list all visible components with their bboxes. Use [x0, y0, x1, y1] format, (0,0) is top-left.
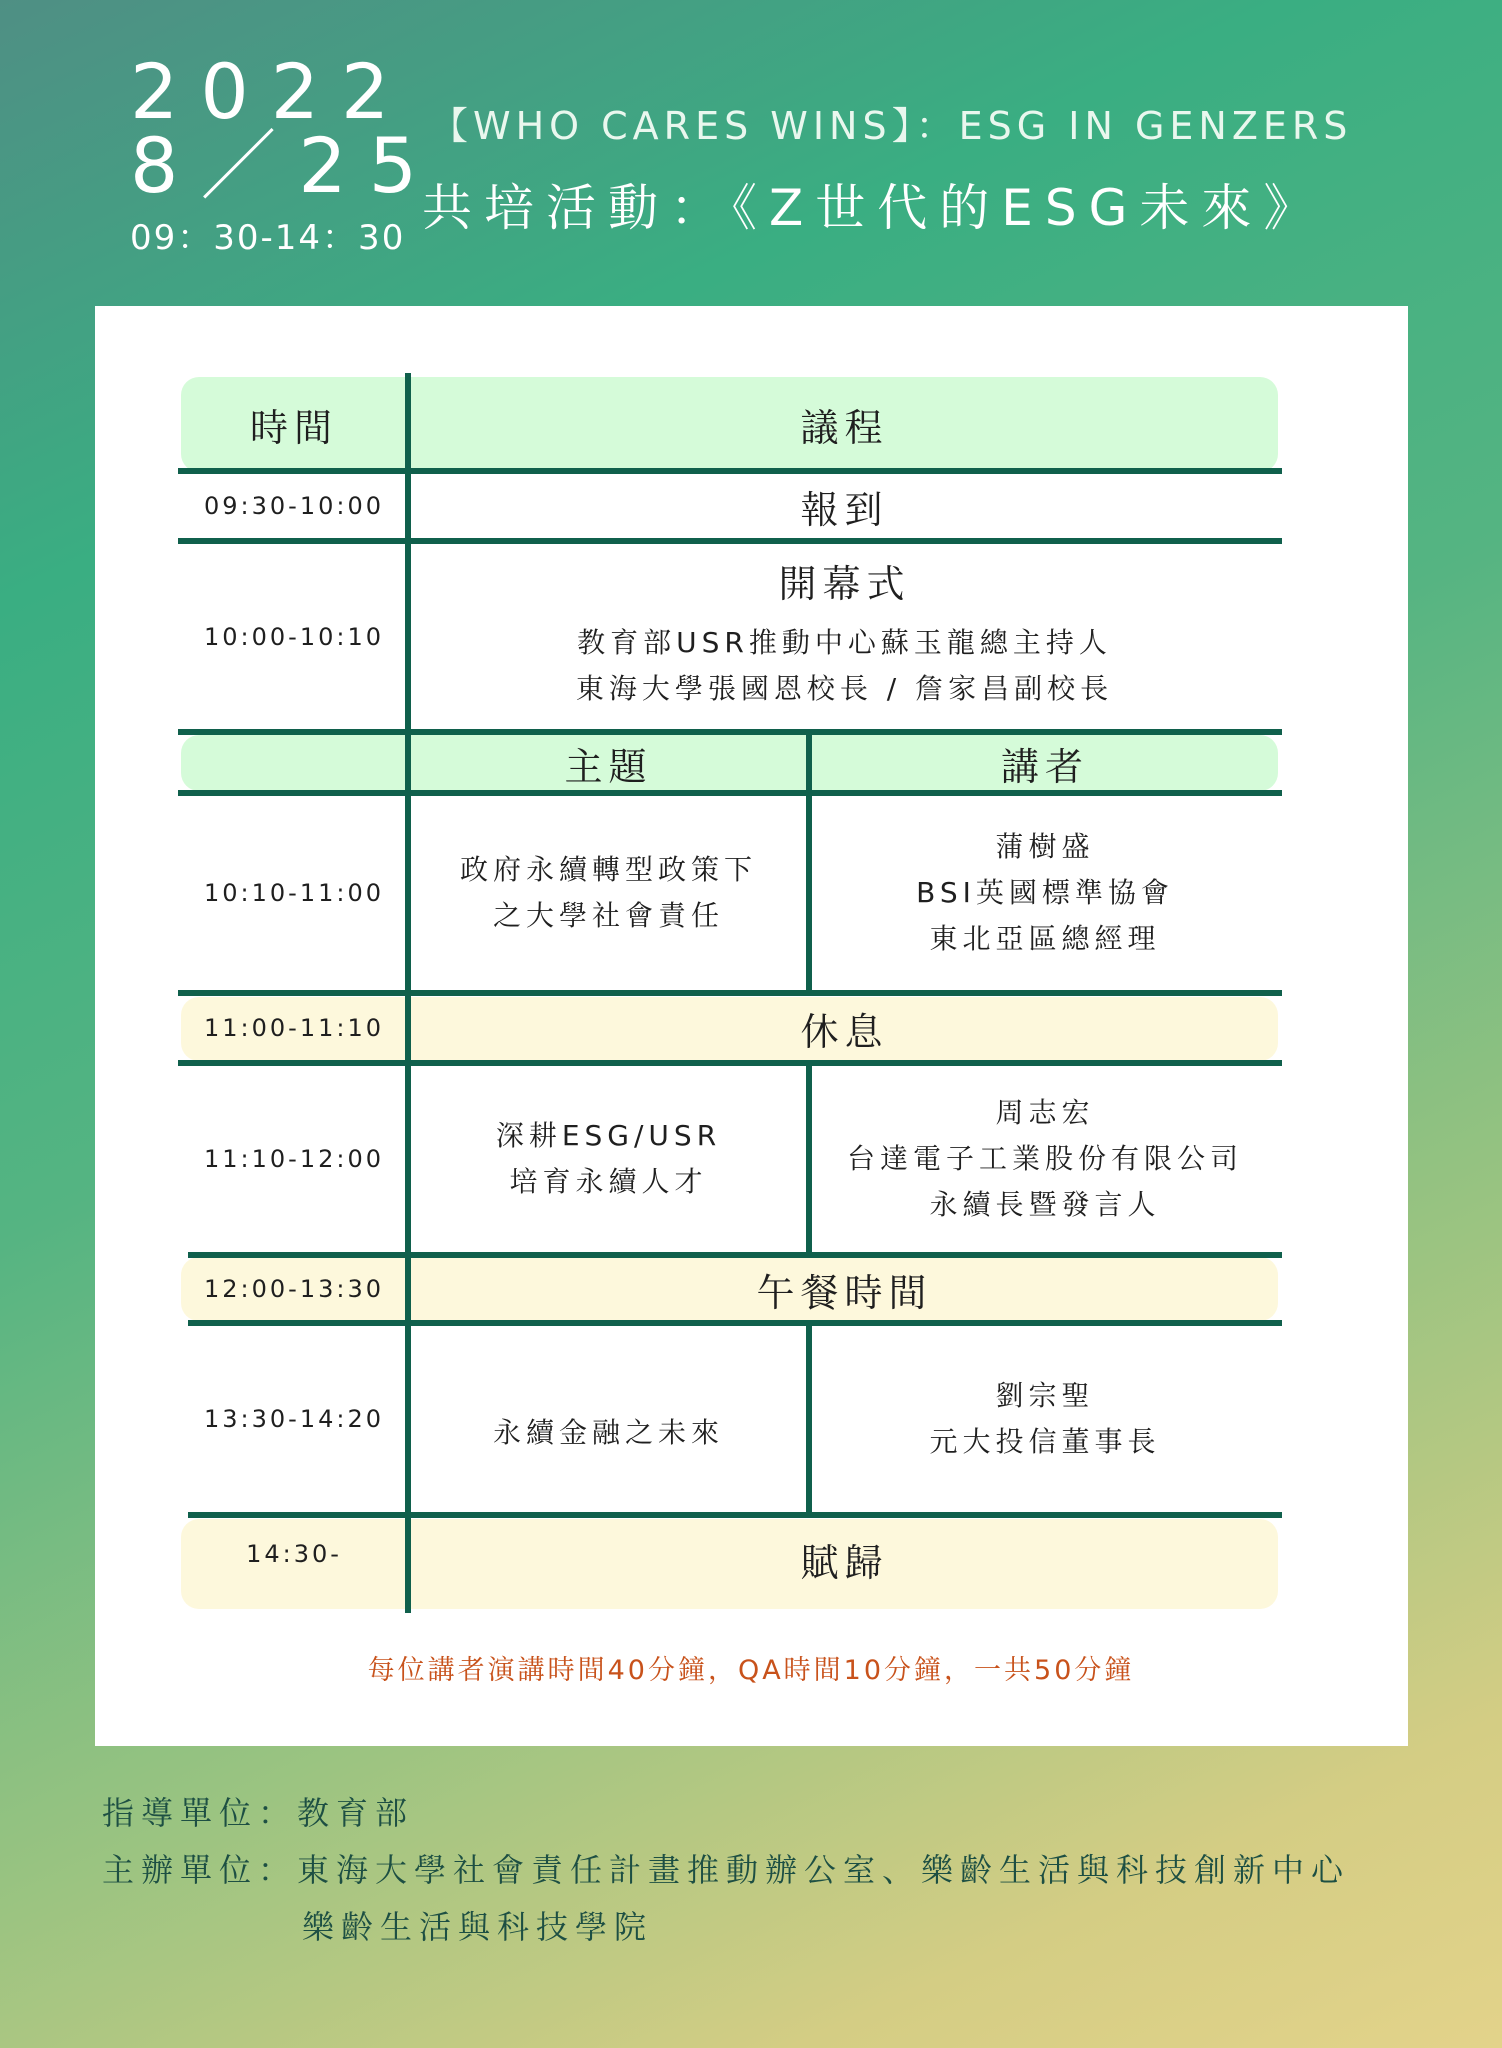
- speaker-line: 東北亞區總經理: [929, 922, 1161, 955]
- speaker-line: 永續長暨發言人: [929, 1188, 1161, 1221]
- column-header-agenda: 議程: [800, 405, 889, 450]
- organizer-line: [102, 1845, 1350, 1891]
- organizer-line-2: 樂齡生活與科技學院: [302, 1908, 654, 1946]
- table-divider: [178, 729, 1282, 735]
- column-header-topic: 主題: [564, 744, 653, 789]
- event-subtitle: 【WHO CARES WINS】：ESG IN GENZERS: [430, 104, 1353, 148]
- row-time: 14:30-: [246, 1540, 342, 1568]
- column-header-time: 時間: [249, 405, 338, 450]
- advisor-value: 教育部: [297, 1794, 415, 1832]
- event-date: 8／25: [130, 121, 440, 210]
- topic-line: 深耕ESG/USR: [495, 1119, 722, 1152]
- schedule-note: 每位講者演講時間40分鐘，QA時間10分鐘，一共50分鐘: [367, 1655, 1135, 1686]
- speaker-name: 周志宏: [995, 1096, 1095, 1129]
- row-time: 11:00-11:10: [204, 1014, 384, 1042]
- speaker-line: BSI英國標準協會: [916, 876, 1174, 909]
- row-event: 休息: [800, 1009, 889, 1054]
- speaker-name: 劉宗聖: [995, 1379, 1095, 1412]
- organizer-label: 主辦單位：: [102, 1851, 298, 1889]
- row-speaker: [812, 1326, 1278, 1512]
- topic-line: 之大學社會責任: [492, 899, 724, 932]
- row-time: 09:30-10:00: [204, 492, 384, 520]
- topic-line: 政府永續轉型政策下: [459, 853, 757, 886]
- row-event: 報到: [800, 487, 889, 532]
- row-speaker: [812, 796, 1278, 990]
- speaker-line: 台達電子工業股份有限公司: [846, 1142, 1243, 1175]
- row-event: 賦歸: [800, 1540, 889, 1585]
- row-topic: [411, 1066, 806, 1252]
- advisor-line: [102, 1788, 414, 1834]
- row-speaker: [812, 1066, 1278, 1252]
- event-hours: 09：30-14：30: [130, 218, 406, 258]
- topic-line: 培育永續人才: [509, 1165, 708, 1198]
- event-year: 2022: [130, 47, 412, 136]
- advisor-label: 指導單位：: [102, 1794, 298, 1832]
- organizer-value: 東海大學社會責任計畫推動辦公室、樂齡生活與科技創新中心: [297, 1851, 1351, 1889]
- row-topic: [411, 1340, 806, 1526]
- row-time: 13:30-14:20: [204, 1405, 384, 1433]
- opening-hosts: [411, 616, 1278, 716]
- speaker-name: 蒲樹盛: [995, 830, 1095, 863]
- event-title: 共培活動：《Z世代的ESG未來》: [422, 179, 1326, 237]
- row-time: 11:10-12:00: [204, 1145, 384, 1173]
- topic-line: 永續金融之未來: [492, 1416, 724, 1449]
- row-event: 午餐時間: [756, 1270, 933, 1315]
- row-topic: [411, 796, 806, 990]
- row-time: 12:00-13:30: [204, 1275, 384, 1303]
- host-line: 東海大學張國恩校長 / 詹家昌副校長: [575, 672, 1114, 705]
- row-time: 10:00-10:10: [204, 622, 384, 651]
- speaker-line: 元大投信董事長: [929, 1425, 1161, 1458]
- row-event: 開幕式: [778, 561, 911, 606]
- column-header-speaker: 講者: [1000, 744, 1089, 789]
- row-time: 10:10-11:00: [204, 879, 384, 907]
- host-line: 教育部USR推動中心蘇玉龍總主持人: [577, 626, 1112, 659]
